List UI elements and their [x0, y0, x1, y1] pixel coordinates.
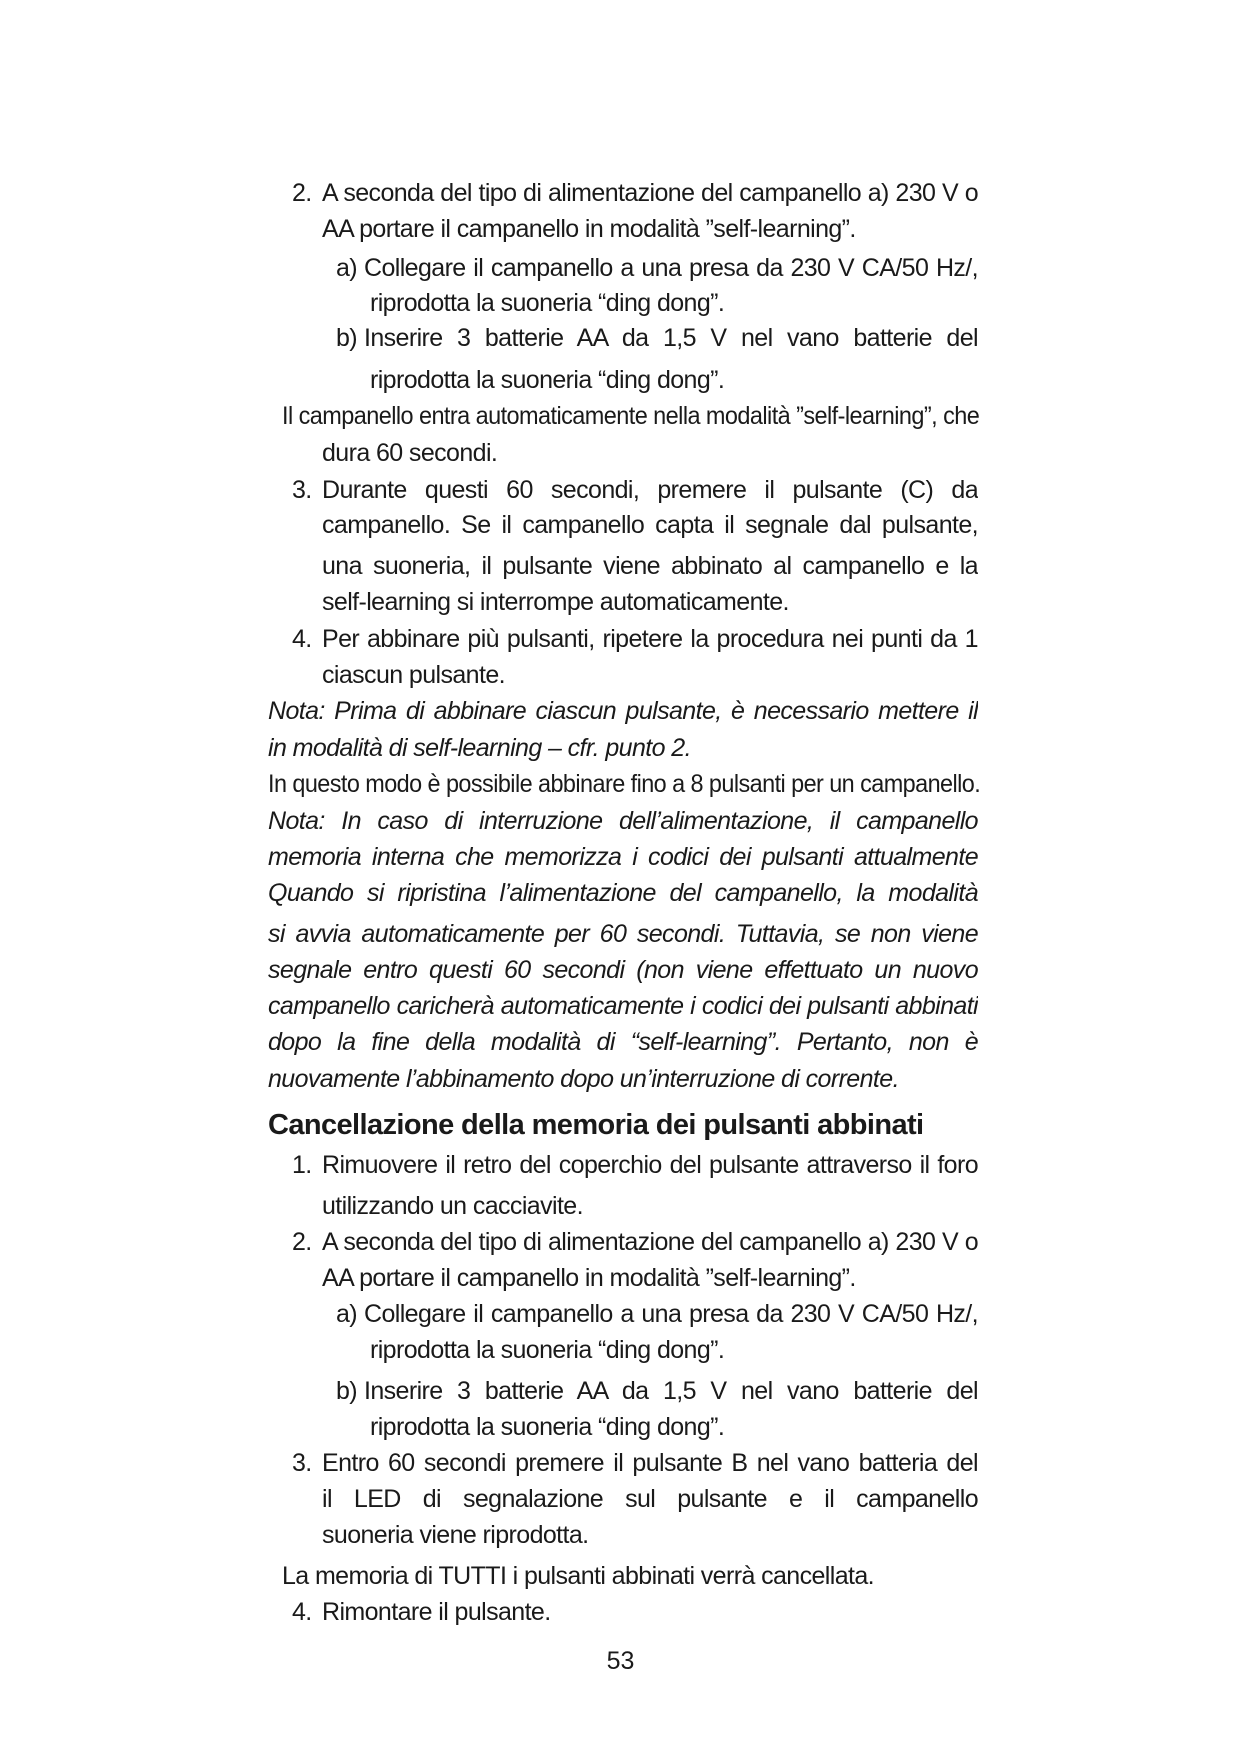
text-line: una suoneria, il pulsante viene abbinato al campanello e la [322, 552, 978, 580]
note-line: Nota: Prima di abbinare ciascun pulsante, è necessario mettere il [268, 697, 978, 725]
sublist-label: b) [336, 1377, 358, 1405]
note-line: dopo la fine della modalità di “self-learning”. Pertanto, non è [268, 1028, 978, 1056]
text-line: AA portare il campanello in modalità ”self-learning”. [322, 1264, 856, 1292]
text-line: AA portare il campanello in modalità ”self-learning”. [322, 215, 856, 243]
note-line: nuovamente l’abbinamento dopo un’interruzione di corrente. [268, 1065, 899, 1093]
list-number: 2. [292, 1228, 312, 1256]
note-line: memoria interna che memorizza i codici dei pulsanti attualmente [268, 843, 978, 871]
text-line: riprodotta la suoneria “ding dong”. [370, 1413, 725, 1441]
text-line: utilizzando un cacciavite. [322, 1192, 583, 1220]
text-line: dura 60 secondi. [322, 439, 498, 467]
text-line: Collegare il campanello a una presa da 230 V CA/50 Hz/, [364, 1300, 978, 1328]
page-number: 53 [606, 1647, 635, 1675]
text-line: Entro 60 secondi premere il pulsante B nel vano batteria del [322, 1449, 978, 1477]
text-line: A seconda del tipo di alimentazione del campanello a) 230 V o [322, 1228, 978, 1256]
list-number: 4. [292, 625, 312, 653]
note-line: campanello caricherà automaticamente i codici dei pulsanti abbinati [268, 992, 978, 1020]
text-line: Inserire 3 batterie AA da 1,5 V nel vano batterie del [364, 1377, 978, 1405]
text-line: riprodotta la suoneria “ding dong”. [370, 366, 725, 394]
text-line: riprodotta la suoneria “ding dong”. [370, 1336, 725, 1364]
list-number: 3. [292, 1449, 312, 1477]
note-line: Nota: In caso di interruzione dell’alimentazione, il campanello [268, 807, 978, 835]
text-line: il LED di segnalazione sul pulsante e il campanello [322, 1485, 978, 1513]
note-line: segnale entro questi 60 secondi (non viene effettuato un nuovo [268, 956, 978, 984]
text-line: Inserire 3 batterie AA da 1,5 V nel vano batterie del [364, 324, 978, 352]
list-number: 1. [292, 1151, 312, 1179]
text-line: Rimontare il pulsante. [322, 1598, 551, 1626]
list-number: 3. [292, 476, 312, 504]
text-line: Collegare il campanello a una presa da 230 V CA/50 Hz/, [364, 254, 978, 282]
text-line: self-learning si interrompe automaticamente. [322, 588, 789, 616]
text-line: campanello. Se il campanello capta il segnale dal pulsante, [322, 511, 978, 539]
list-number: 2. [292, 179, 312, 207]
text-line: Rimuovere il retro del coperchio del pulsante attraverso il foro [322, 1151, 978, 1179]
sublist-label: a) [336, 1300, 358, 1328]
text-line: Durante questi 60 secondi, premere il pulsante (C) da [322, 476, 978, 504]
sublist-label: a) [336, 254, 358, 282]
note-line: in modalità di self-learning – cfr. punto 2. [268, 734, 691, 762]
text-line: riprodotta la suoneria “ding dong”. [370, 289, 725, 317]
sublist-label: b) [336, 324, 358, 352]
text-line: suoneria viene riprodotta. [322, 1521, 589, 1549]
text-line: ciascun pulsante. [322, 661, 505, 689]
text-line: A seconda del tipo di alimentazione del campanello a) 230 V o [322, 179, 978, 207]
note-line: Quando si ripristina l’alimentazione del campanello, la modalità [268, 879, 978, 907]
list-number: 4. [292, 1598, 312, 1626]
text-line: In questo modo è possibile abbinare fino a 8 pulsanti per un campanello. [268, 770, 981, 798]
text-line: Per abbinare più pulsanti, ripetere la procedura nei punti da 1 [322, 625, 978, 653]
text-line: Il campanello entra automaticamente nella modalità ”self-learning”, che [282, 402, 980, 430]
note-line: si avvia automaticamente per 60 secondi. Tuttavia, se non viene [268, 920, 978, 948]
section-heading: Cancellazione della memoria dei pulsanti abbinati [268, 1109, 924, 1141]
text-line: La memoria di TUTTI i pulsanti abbinati verrà cancellata. [282, 1562, 875, 1590]
